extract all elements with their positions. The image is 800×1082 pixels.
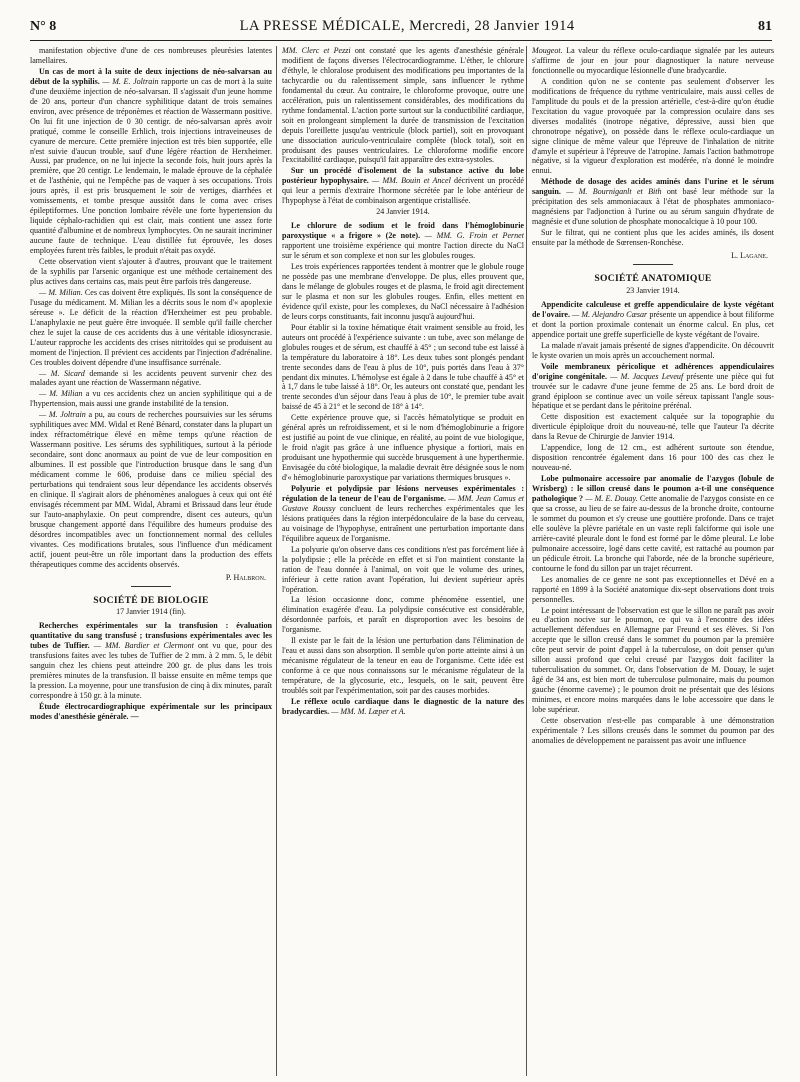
journal-title: LA PRESSE MÉDICALE, Mercredi, 28 Janvier 1914 [239,18,575,34]
report-author: — MM. Jean Camus et Gustave Roussy [282,493,524,513]
discussion-paragraph [30,369,272,389]
discussion-text: a vu ces accidents chez un ancien syphilitique qui a de l'hypertension, mais aussi une grande instabilité de la tension. [30,389,272,409]
paragraph: Cette expérience prouve que, si l'accès hématolytique se produit en général après un refroidissement, et si le nom d'hémoglobinurie a frigore est justifié au point de vue clinique, en réalité, au point de vue biologique, le froid n'agit pas grâce à une influence physique a fortiori, mais en produisant une hypothermie qui succède brusquement à une hyperthermie. Envisagée du côté biologique, la maladie devrait être désignée sous le nom d'« hémoglobinurie paroxystique par variations thermiques brusques ». [282,413,524,483]
report-paragraph [532,362,774,412]
report-author: — M. E. Joltrain [102,76,159,86]
report-title: Polyurie et polydipsie par lésions nerveuses expérimentales : régulation de la teneur de l'eau de l'organisme. [282,483,524,503]
section-heading: SOCIÉTÉ DE BIOLOGIE [93,594,209,606]
report-title: Le réflexe oculo cardiaque dans le diagnostic de la nature des bradycardies. [282,697,524,716]
report-paragraph [30,67,272,256]
column-2 [282,46,524,1080]
report-paragraph [282,484,524,544]
issue-number: N° 8 [30,19,57,34]
column-1 [30,46,272,1080]
report-author: — MM. G. Froin et Pernet [424,231,524,241]
paragraph: Cette observation n'est-elle pas comparable à une démonstration expérimentale ? Les sillons creusés dans le sommet du poumon par des anomalies de développement ne paraissent pas avoir une influence [532,716,774,745]
discussion-text: Ces cas doivent être expliqués. Ils sont la conséquence de l'usage du médicament. M. Milian les a décrits sous le nom d'« apoplexie séreuse ». Le déficit de la réaction d'Herxheimer est peu probable. L'anaphylaxie ne peut guère être invoquée. Il semble qu'il faille chercher chez le sujet la cause de ces accidents dus à une véritable idiosyncrasie. L'auteur rapproche les accidents des crises nitritoïdes qui se produisent au moment de l'injection. Il prévient ces accidents par l'injection d'adrénaline. Ces troubles doivent dépendre d'une insuffisance surrénale. [30,287,272,367]
report-text: rapportent une troisième expérience qui montre l'action directe du NaCl sur le sérum et son complexe et non sur les globules rouges. [282,241,524,261]
discussion-paragraph [30,389,272,409]
report-paragraph [30,621,272,701]
report-author: — M. E. Douay. [585,494,638,504]
header-rule [30,40,772,41]
report-text: rapporte un cas de mort à la suite d'une deuxième injection de néo-salvarsan. Il s'agissait d'un jeune homme de 20 ans, porteur d'un chancre syphilitique datant de trois semaines environ, avec présence de tréponèmes et réaction de Wassermann positive. On lui fit une injection de 0 30 centigr. de néo-salvarsan après avoir pratiqué, comme le conseille Erhlich, trois injections intraveineuses de cyanure de mercure. Cette première injection est très bien supportée, elle n'est suivie d'aucun trouble, sauf d'une légère réaction de Herxheimer. Aussi, par prudence, on ne lui injecte la seconde fois, huit jours après la première, que 20 centigr. Le lendemain, le malade éprouve de la céphalée et de l'asthénie, qui ne l'empêche pas de vaquer à ses occupations. Trois jours après, il est pris brusquement le soir de vertiges, diarrhées et vomissements, et tombe presque aussitôt dans le coma avec crises épileptiformes. Une ponction lombaire révèle une forte hypertension du liquide céphalo-rachidien qui est clair, mais contient une assez forte quantité d'albumine et de nombreux lymphocytes. On ne saurait incriminer aucune faute de technique. L'eau distillée fut éprouvée, les doses employées furent très faibles, le produit n'était pas oxydé. [30,76,272,256]
report-author: MM. Clerc et Pezzi [282,46,351,55]
column-divider [276,46,277,1076]
report-paragraph [282,166,524,206]
section-heading: SOCIÉTÉ ANATOMIQUE [594,273,712,285]
report-text: ont constaté que les agents d'anesthésie générale modifient de façons diverses l'électrocardiogramme. L'éther, le chlorure d'éthyle, le chloralose produisent des modifications peu importantes de la tachycardie ou du ralentissement simple, sans influencer le rythme fondamental du cœur. Au contraire, le chloroforme provoque, outre une accélération, puis un ralentissement considérables, des modifications du rythme fondamental. L'action porte surtout sur la conductibilité cardiaque, soit en prolongeant simplement la durée de transmission de l'excitation depuis l'oreillette jusqu'au ventricule (block partiel), soit en provoquant une dissociation auriculo-ventriculaire complète (block total), soit en produisant des pauses ventriculaires. Le chloroforme modifie encore l'excitabilité cardiaque, puisqu'il fait apparaître des extra-systoles. [282,46,524,165]
paragraph: Pour établir si la toxine hématique était vraiment sensible au froid, les auteurs ont procédé à l'expérience suivante : un tube, avec son mélange de globules rouges et de sérum, est chauffé à 45° ; un second tube est laissé à la température du laboratoire à 18°. Les deux tubes sont plongés pendant trente secondes dans de l'eau à plus de 10°, puis portés dans l'eau à 37° pendant dix minutes. L'hémolyse est égale à 2 dans le tube chauffé à 45° et à 1,7 dans le tube laissé à 18°. Or, les auteurs ont constaté que, pendant les trente secondes d'un séjour dans l'eau à plus de 10°, le premier tube avait baissé de 45 à 21° et le second de 18° à 14°. [282,322,524,412]
paragraph: La lésion occasionne donc, comme phénomène essentiel, une élimination exagérée d'eau. La polydipsie consécutive est considérable, désordonnée parfois, et paraît en disproportion avec les besoins de l'organisme. [282,595,524,635]
report-text: La valeur du réflexe oculo-cardiaque signalée par les auteurs s'affirme de jour en jour pour diagnostiquer la nature nerveuse fonctionnelle ou myocardique lésionnelle d'une bradycardie. [532,46,774,75]
report-author: — M. Bourniganlt et Bith [566,187,662,197]
report-text: ont vu que, pour des transfusions faites avec les tubes de Tuffier de 2 mm. à 2 mm. 5, le débit sanguin chez les chiens peut atteindre 200 gr. de plus dans les trois premières minutes de la transfusion. Il baisse ensuite en même temps que la pression. La moyenne, pour une transfusion de cinq à dix minutes, paraît correspondre à 150 gr. à la minute. [30,641,272,701]
paragraph: Il existe par le fait de la lésion une perturbation dans l'élimination de l'eau et aussi dans son absorption. Il semble qu'on porte atteinte ainsi à un mécanisme régulateur de la teneur en eau de l'organisme. Cette idée est conforme à ce que nous connaissons sur le mécanisme régulateur de la température, de la glycosurie, etc., lesquels, on le sait, peuvent être troublés soit par l'expérimentation, soit par des causes morbides. [282,636,524,696]
paragraph: A condition qu'on ne se contente pas seulement d'observer les modifications de fréquence du rythme ventriculaire, mais aussi celles de l'amplitude du pouls et de la pression artérielle, c'est-à-dire qu'on étudie l'excitation du vague provoquée par la compression oculaire dans ses diverses modalités (inotrope négative, dépressive, aussi bien que chronotrope négative), on possède dans le réflexe oculo-cardiaque un signe clinique de même valeur que l'épreuve de l'inhalation de nitrite d'amyle et supérieur à l'épreuve de l'atropine. Jamais l'action bathmotrope négative, si la vigueur d'exploration est modérée, n'a donné le moindre ennui. [532,76,774,176]
paragraph: L'appendice, long de 12 cm., est adhérent surtoute son étendue, disposition rencontrée également dans 16 pour 100 des cas chez le nouveau-né. [532,443,774,473]
report-title: Le chlorure de sodium et le froid dans l'hémoglobinurie paroxystique « a frigore » (2e note). [282,221,524,241]
paragraph: La malade n'avait jamais présenté de signes d'appendicite. On découvrit le kyste ovarien un mois après un accouchement normal. [532,340,774,360]
report-title: Étude électrocardiographique expérimentale sur les principaux modes d'anesthésie générale. — [30,702,272,721]
report-author: — M. Jacques Leveuf [610,371,684,381]
report-author: Mougeot. [532,46,563,55]
report-text: Cette anomalie de l'azygos consiste en ce que sa crosse, au lieu de se faire au-dessus de la bronche droite, contourne le sommet du poumon et s'y creuse une gouttière profonde. Dans ce trajet elle soulève la plèvre pariétale en un vaste repli falciforme qui isole une arrière-cavité pleurale dont le fond est formé par le dôme pleural. Le lobe pulmonaire accessoire, logé dans cette cavité, est rattaché au poumon par un pédicule étroit. La bronche qui l'aborde, née de la bronche supérieure, contourne le fond du sillon par un trajet récurrent. [532,494,774,573]
report-paragraph [282,221,524,261]
report-text: décrivent un procédé qui leur a permis d'extraire l'hormone sécrétée par le lobe antérieur de l'hypophyse à l'état de combinaison argentique cristallisée. [282,176,524,206]
report-title: Appendicite calculeuse et greffe appendiculaire de kyste végétant de l'ovaire. [532,299,774,319]
report-author: — MM. M. Lœper et A. [331,706,406,716]
report-text: ont basé leur méthode sur la précipitation des sels ammoniacaux à l'état de phosphates ammoniaco-magnésiens par l'adjonction à l'urine ou au sérum sanguin d'hydrate de magnésie et d'une solution de phosphate monocalcique à 10 pour 100. [532,187,774,227]
report-title: Un cas de mort à la suite de deux injections de néo-salvarsan au début de la syphilis. [30,66,272,86]
paragraph: Sur le filtrat, qui ne contient plus que les acides aminés, ils dosent ensuite par la méthode de Sœrensen-Ronchèse. [532,228,774,248]
report-author: — MM. Bouin et Ancel [372,176,451,186]
paragraph: Cette disposition est exactement calquée sur la topographie du diverticule épiploïque droit du nouveau-né, telle que l'auteur l'a décrite dans la Revue de Chirurgie de Janvier 1914. [532,412,774,442]
speaker: — M. Milian. [39,287,83,297]
report-paragraph [532,46,774,76]
report-title: Recherches expérimentales sur la transfusion : évaluation quantitative du sang transfusé ; transfusions expérimentales avec les tubes de Tuffier. [30,621,272,651]
session-date: 24 Janvier 1914. [376,207,430,217]
divider [633,264,673,265]
page-number: 81 [758,19,772,34]
report-title: Lobe pulmonaire accessoire par anomalie de l'azygos (lobule de Wrisberg) : le sillon creusé dans le poumon a-t-il une conséquence pathologique ? [532,474,774,504]
discussion-paragraph [30,410,272,569]
report-title: Méthode de dosage des acides aminés dans l'urine et le sérum sanguin. [532,177,774,197]
report-paragraph [532,300,774,340]
discussion-text: a pu, au cours de recherches poursuivies sur les sérums syphilitiques avec MM. Widal et René Bénard, constater dans la plupart un index réfractométrique élevé en même temps qu'une réaction de Wassermann positive. Les sérums des syphilitiques, surtout à la période secondaire, sont donc anormaux au point de vue de leur composition en albumines. Il est possible que l'introduction brusque dans le sang d'un médicament comme le 606, produise dans ce milieu spécial des perturbations qui tendraient sous leur dépendance les accidents observés en clinique. Il s'agirait alors de phénomènes analogues à ceux qui ont été envisagés récemment par MM. Widal, Abrami et Brissaud dans leur étude sur l'auto-anaphylaxie. On peut comprendre, disent ces auteurs, qu'un brusque changement apporté dans l'équilibre des humeurs produise des désordres incompatibles avec un fonctionnement normal des cellules vivantes. Ces modifications brutales, sous l'influence d'un médicament actif, jouent peut-être un rôle important dans la production des effets thérapeutiques comme des accidents observés. [30,410,272,569]
divider [131,586,171,587]
report-text: présente une pièce qui fut trouvée sur le cadavre d'une jeune femme de 25 ans. Le bord droit de grand épiploon se continue avec un voile séreux tapissant l'angle sous-hépatique et se perdant dans le péritoine prérénal. [532,371,774,411]
report-title: Voile membraneux péricolique et adhérences appendiculaires d'origine congénitale. [532,361,774,381]
paragraph: La polyurie qu'on observe dans ces conditions n'est pas forcément liée à la polydipsie ; elle la précède en effet et si l'on maintient constante la ration de l'eau donnée à l'animal, on voit que le volume des urines, inférieur à cette ration avant l'opération, lui devient supérieur après l'opération. [282,544,524,594]
session-date: 17 Janvier 1914 (fin). [116,607,186,617]
paragraph: Le point intéressant de l'observation est que le sillon ne paraît pas avoir eu d'action nocive sur le poumon, ce qui va à l'encontre des idées actuellement défendues en Allemagne par Freund et ses élèves. Si l'on accepte que le sillon creusé dans le sommet du poumon par la première côte peut servir de point d'appel à la tuberculose, on doit penser qu'un sillon aussi profond que celui creusé par l'azygos doit faciliter la tuberculisation du sommet. Or, dans l'observation de M. Douay, le sujet âgé de 34 ans, est bien mort de tuberculose pulmonaire, mais du poumon gauche (énorme caverne) ; le poumon droit ne présentait que des lésions minimes, et encore moins marquées dans le lobe accessoire que dans le lobe supérieur. [532,605,774,715]
column-3 [532,46,774,1080]
report-title: Sur un procédé d'isolement de la substance active du lobe postérieur hypophysaire. [282,166,524,186]
report-paragraph [282,697,524,717]
signature: L. Lagane. [731,251,768,261]
column-divider [526,46,527,1076]
report-paragraph [532,474,774,574]
report-author: — M. Alejandro Cæsar [572,309,648,319]
paragraph: Les anomalies de ce genre ne sont pas exceptionnelles et Dévé en a rapporté en 1899 à la Société anatomique dix-sept observations dont trois personnelles. [532,574,774,604]
signature: P. Halbron. [225,572,266,582]
report-text: concluent de leurs recherches expérimentales que les lésions pratiquées dans la région interpédonculaire de la base du cerveau, au voisinage de l'hypophyse, entraînent une perturbation importante dans l'équilibre aqueux de l'organisme. [282,503,524,543]
speaker: — M. Joltrain [39,410,86,420]
report-paragraph [532,177,774,227]
report-text: présente un appendice à bout filiforme et dont la portion proximale contenait un énorme calcul. En plus, cet appendice portait une greffe superficielle de kyste végétant de l'ovaire. [532,309,774,339]
session-date: 23 Janvier 1914. [626,285,680,295]
report-paragraph [282,46,524,165]
discussion-paragraph [30,288,272,368]
speaker: — M. Sicard [39,368,85,378]
report-author: — MM. Bardier et Clermont [93,641,194,651]
paragraph: manifestation objective d'une de ces nombreuses pleurésies latentes lamellaires. [30,46,272,65]
speaker: — M. Milian [39,389,83,399]
page-header [30,18,772,40]
discussion-text: demande si les accidents peuvent survenir chez des malades ayant une réaction de Wassermann négative. [30,368,272,388]
paragraph: Les trois expériences rapportées tendent à montrer que le globule rouge ne possède pas une membrane d'enveloppe. De plus, elles prouvent que, dans le mélange de globules rouges et de plasma, le froid agit directement sur le plasma et non sur les globules rouges. Enfin, elles mettent en évidence qu'il existe, pour les complexes, du NaCl nécessaire à l'adhésion de leurs corps constituants, fait inconnu jusqu'à aujourd'hui. [282,262,524,321]
paragraph: Cette observation vient s'ajouter à d'autres, prouvant que le traitement de la syphilis par l'arsenic organique est une méthode certainement des plus actives dans certains cas, mais peut être parfois très dangereuse. [30,257,272,286]
